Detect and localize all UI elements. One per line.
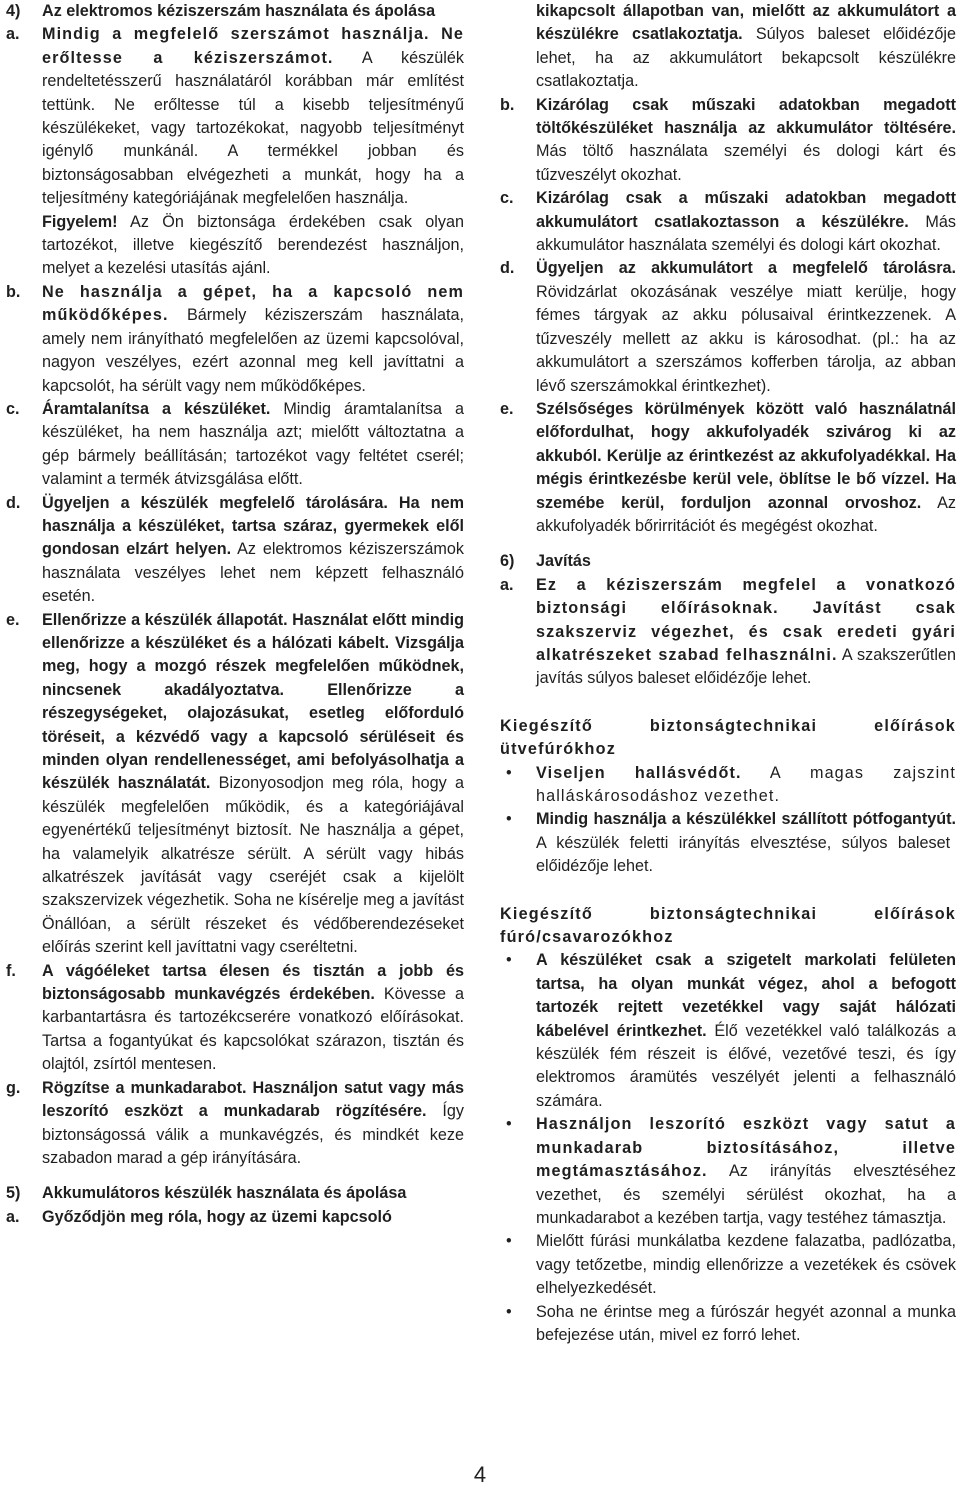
section-number: 5) <box>6 1184 21 1203</box>
item-bold: Ez a kéziszerszám megfelel a vonatkozó biztonsági előírásoknak. Javítást csak szakszerviz végezhet, és csak eredeti gyári alkatrészeket szabad felhasználni. <box>536 575 956 664</box>
item-4b <box>6 281 464 398</box>
item-bold: Használjon leszorító eszközt vagy satut a munkadarab biztosításához, illetve megtámasztásához. <box>536 1115 956 1181</box>
item-text: Bizonyosodjon meg róla, hogy a készülék megfelelően működik, és a kategóriájával egyenértékű teljesítményt biztosít. Ne használja a gépet, ha valamelyik alkatrésze sérült. A sérült vagy hibás alkatrészek javítását vagy cseréjét csak a kijelölt szakszervizek végezhetik. Soha ne kísérelje meg a javítást Önállóan, a sérült részeket és védőberendezéseket előírás szerint kell javíttatni vagy cseréltetni. <box>42 774 464 957</box>
item-label: c. <box>6 399 20 418</box>
item-body <box>536 949 956 1113</box>
item-4a <box>6 23 464 210</box>
spacer <box>500 879 956 903</box>
item-text: A szakszerűtlen javítás súlyos baleset előidézője lehet. <box>536 645 956 688</box>
spacer <box>500 691 956 715</box>
section-title: Az elektromos kéziszerszám használata és ápolása <box>42 2 436 20</box>
item-5a-continued <box>500 0 956 94</box>
item-bold: Áramtalanítsa a készüléket. <box>42 399 271 418</box>
item-text: A készülék feletti irányítás elvesztése, súlyos baleset előidézője lehet. <box>536 833 951 876</box>
item-label: d. <box>6 493 21 512</box>
item-text: Mielőtt fúrási munkálatba kezdene falazatba, padlózatba, vagy tetőzetbe, mindig ellenőrizze a vezetékek és csövek elhelyezkedését. <box>536 1232 956 1298</box>
bullet-icon: • <box>506 951 512 970</box>
item-5d <box>500 257 956 397</box>
page-number: 4 <box>473 1462 487 1487</box>
item-bold: Szélsőséges körülmények között való használatnál előfordulhat, hogy akkufolyadék szivárog ki az akkuból. Kerülje az érintkezést az akkufolyadékkal. Ha mégis érintkezésbe kerül vele, öblítse le bő vízzel. Ha szemébe kerül, forduljon azonnal orvoshoz. <box>536 399 956 512</box>
bullet-icon: • <box>506 810 512 829</box>
item-label: g. <box>6 1078 21 1097</box>
item-text: Soha ne érintse meg a fúrószár hegyét azonnal a munka befejezése után, mivel ez forró lehet. <box>536 1302 956 1344</box>
item-label: d. <box>500 259 515 278</box>
item-label: b. <box>500 95 515 114</box>
item-label: e. <box>6 610 20 629</box>
bullet-icon: • <box>506 1115 512 1134</box>
impact-drill-heading: Kiegészítő biztonságtechnikai előírások ütvefúrókhoz <box>500 716 956 759</box>
item-body <box>536 574 956 691</box>
item-5b <box>500 94 956 188</box>
item-4c <box>6 398 464 492</box>
item-bold: A vágóéleket tartsa élesen és tisztán a jobb és biztonságosabb munkavégzés érdekében. <box>42 961 464 1004</box>
item-bold: Ellenőrizze a készülék állapotát. Használat előtt mindig ellenőrizze a készüléket és a hálózati kábelt. Vizsgálja meg, hogy a mozgó részek megfelelően működnek, nincsenek akadályoztatva. Ellenőrizze a részegységeket, olajozásukat, esetleg előforduló töréseit, a kézvédő vagy a kapcsoló sérüléseit és minden olyan rendellenességet, ami befolyásolhatja a készülék használatát. <box>42 610 464 793</box>
left-column <box>6 0 464 1229</box>
item-bold: Ügyeljen a készülék megfelelő tárolására. Ha nem használja a készüléket, tartsa száraz, gyermekek elől gondosan elzárt helyen. <box>42 493 464 559</box>
item-text: Mindig áramtalanítsa a készüléket, ha nem használja azt; mielőtt változtatna a gép bármely beállításán; tartozékot vagy feltétet cserél; valamint a termék átvizsgálása előtt. <box>42 399 464 489</box>
item-body <box>42 492 464 609</box>
item-label: a. <box>500 575 514 594</box>
section-title: Javítás <box>536 552 591 571</box>
bullet-icon: • <box>506 1302 512 1321</box>
item-bold: Kizárólag csak a műszaki adatokban megadott akkumulátort csatlakoztasson a készülékre. <box>536 189 956 231</box>
right-column <box>500 0 956 1347</box>
item-5e <box>500 398 956 538</box>
item-4e <box>6 609 464 960</box>
item-body <box>536 808 956 878</box>
item-6a <box>500 574 956 691</box>
item-text: Az elektromos kéziszerszámok használata veszélyes lehet nem képzett felhasználó esetén. <box>42 540 464 606</box>
bullet-icon: • <box>506 1232 512 1251</box>
item-bold: Ne használja a gépet, ha a kapcsoló nem működőképes. <box>42 282 464 325</box>
section-number: 4) <box>6 2 21 20</box>
section-title: Akkumulátoros készülék használata és ápolása <box>42 1184 407 1203</box>
item-4g <box>6 1077 464 1171</box>
item-4f <box>6 960 464 1077</box>
item-4d <box>6 492 464 609</box>
item-body <box>42 281 464 398</box>
item-text: Élő vezetékkel való találkozás a készülék fém részeit is élővé, vezetővé teszi, és így elektromos áramütés veszélyét jelenti a felhasználó számára. <box>536 1021 956 1110</box>
item-bold: kikapcsolt állapotban van, mielőtt az akkumulátort a készülékre csatlakoztatja. <box>536 2 956 44</box>
item-label: c. <box>500 189 514 208</box>
bullet-item <box>500 1230 956 1300</box>
item-bold: Mindig a megfelelő szerszámot használja. Ne erőltesse a kéziszerszámot. <box>42 25 464 67</box>
item-body <box>42 960 464 1077</box>
section-5-heading <box>6 1182 464 1205</box>
bullet-item <box>500 1113 956 1230</box>
item-text: Más töltő használata személyi és dologi kárt és tűzveszélyt okozhat. <box>536 142 956 184</box>
item-bold: A készüléket csak a szigetelt markolati felületen tartsa, ha olyan munkát végez, ahol a befogott tartozék rejtett vezetékkel vagy saját hálózati kábelével érintkezhet. <box>536 951 956 1040</box>
item-text: Kövesse a karbantartásra és tartozékcserére vonatkozó előírásokat. Tartsa a fogantyúkat és kapcsolókat szárazon, tisztán és olajtól, zsírtól mentesen. <box>42 985 464 1074</box>
bullet-item <box>500 949 956 1113</box>
warning-text: Az Ön biztonsága érdekében csak olyan tartozékot, illetve kiegészítő berendezést használjon, melyet a kezelési utasítás ajánl. <box>42 212 464 278</box>
item-text: Így biztonságossá válik a munkavégzés, és mindkét keze szabadon marad a gép irányítására. <box>42 1102 465 1167</box>
item-label: f. <box>6 961 16 980</box>
item-body <box>536 762 956 809</box>
item-bold: Ügyeljen az akkumulátort a megfelelő tárolásra. <box>536 259 956 278</box>
item-body <box>42 1077 464 1171</box>
item-text: Bármely kéziszerszám használata, amely nem irányítható megfelelően az üzemi kapcsolóval, nagyon veszélyes, ezért azonnal meg kell javíttatni a kapcsolót, ha sérült vagy nem működőképes. <box>42 306 464 395</box>
item-body <box>536 94 956 188</box>
bullet-icon: • <box>506 763 512 782</box>
section-number: 6) <box>500 552 515 571</box>
drill-driver-heading: Kiegészítő biztonságtechnikai előírások fúró/csavarozókhoz <box>500 904 956 947</box>
item-label: b. <box>6 282 21 301</box>
warning-label: Figyelem! <box>42 212 118 231</box>
item-5c <box>500 187 956 257</box>
item-body <box>42 398 464 492</box>
spacer <box>6 1170 464 1182</box>
item-label: e. <box>500 399 514 418</box>
item-bold: Kizárólag csak műszaki adatokban megadott töltőkészüléket használja az akkumulátor töltésére. <box>536 95 956 138</box>
item-body <box>42 23 464 210</box>
item-text: A magas zajszint halláskárosodáshoz vezethet. <box>536 763 956 805</box>
item-bold: Mindig használja a készülékkel szállított pótfogantyút. <box>536 810 956 829</box>
item-body <box>536 1113 956 1230</box>
item-text: Rövidzárlat okozásának veszélye miatt kerülje, hogy fémes tárgyak az akku pólusaival érintkezzenek. A tűzveszély mellett az akku is károsodhat. (pl.: ha az akkumulátort a szerszámos kofferben tárolja, az abban lévő szerszámokkal érintkezhet). <box>536 282 956 395</box>
item-label: a. <box>6 1207 20 1226</box>
item-text: Súlyos baleset előidézője lehet, ha az akkumulátort bekapcsolt készülékre csatlakoztatja. <box>536 25 956 91</box>
item-body <box>536 257 956 397</box>
item-body <box>42 609 464 960</box>
item-bold: Győződjön meg róla, hogy az üzemi kapcsoló <box>42 1207 392 1226</box>
bullet-item <box>500 1301 956 1348</box>
bullet-item <box>500 808 956 878</box>
item-5a <box>6 1206 464 1229</box>
item-bold: Viseljen hallásvédőt. <box>536 763 742 782</box>
bullet-item <box>500 762 956 809</box>
section-4-heading <box>6 0 464 23</box>
item-bold: Rögzítse a munkadarabot. Használjon satut vagy más leszorító eszközt a munkadarab rögzítésére. <box>42 1078 464 1121</box>
item-text: Az irányítás elvesztéséhez vezethet, és személyi sérülést okozhat, ha a munkadarabot a kezében tartja, vagy testéhez támasztja. <box>536 1162 956 1227</box>
item-text: Az akkufolyadék bőrirritációt és megégést okozhat. <box>536 493 956 535</box>
warning-paragraph <box>6 211 464 281</box>
item-text: Más akkumulátor használata személyi és dologi kárt okozhat. <box>536 212 956 255</box>
section-6-heading <box>500 550 956 573</box>
spacer <box>500 538 956 550</box>
item-body <box>536 398 956 538</box>
item-body <box>536 187 956 257</box>
item-text: A készülék rendeltetésszerű használatáról korábban már említést tettünk. Ne erőltesse túl a kisebb teljesítményű készülékeket, vagy tartozékokat, nagyobb teljesítményt igénylő munkánál. A termékkel jobban és biztonságosabban elvégezheti a munkát, hogy ha a teljesítmény kategóriájának megfelelően használja. <box>42 48 464 208</box>
item-label: a. <box>6 25 20 44</box>
